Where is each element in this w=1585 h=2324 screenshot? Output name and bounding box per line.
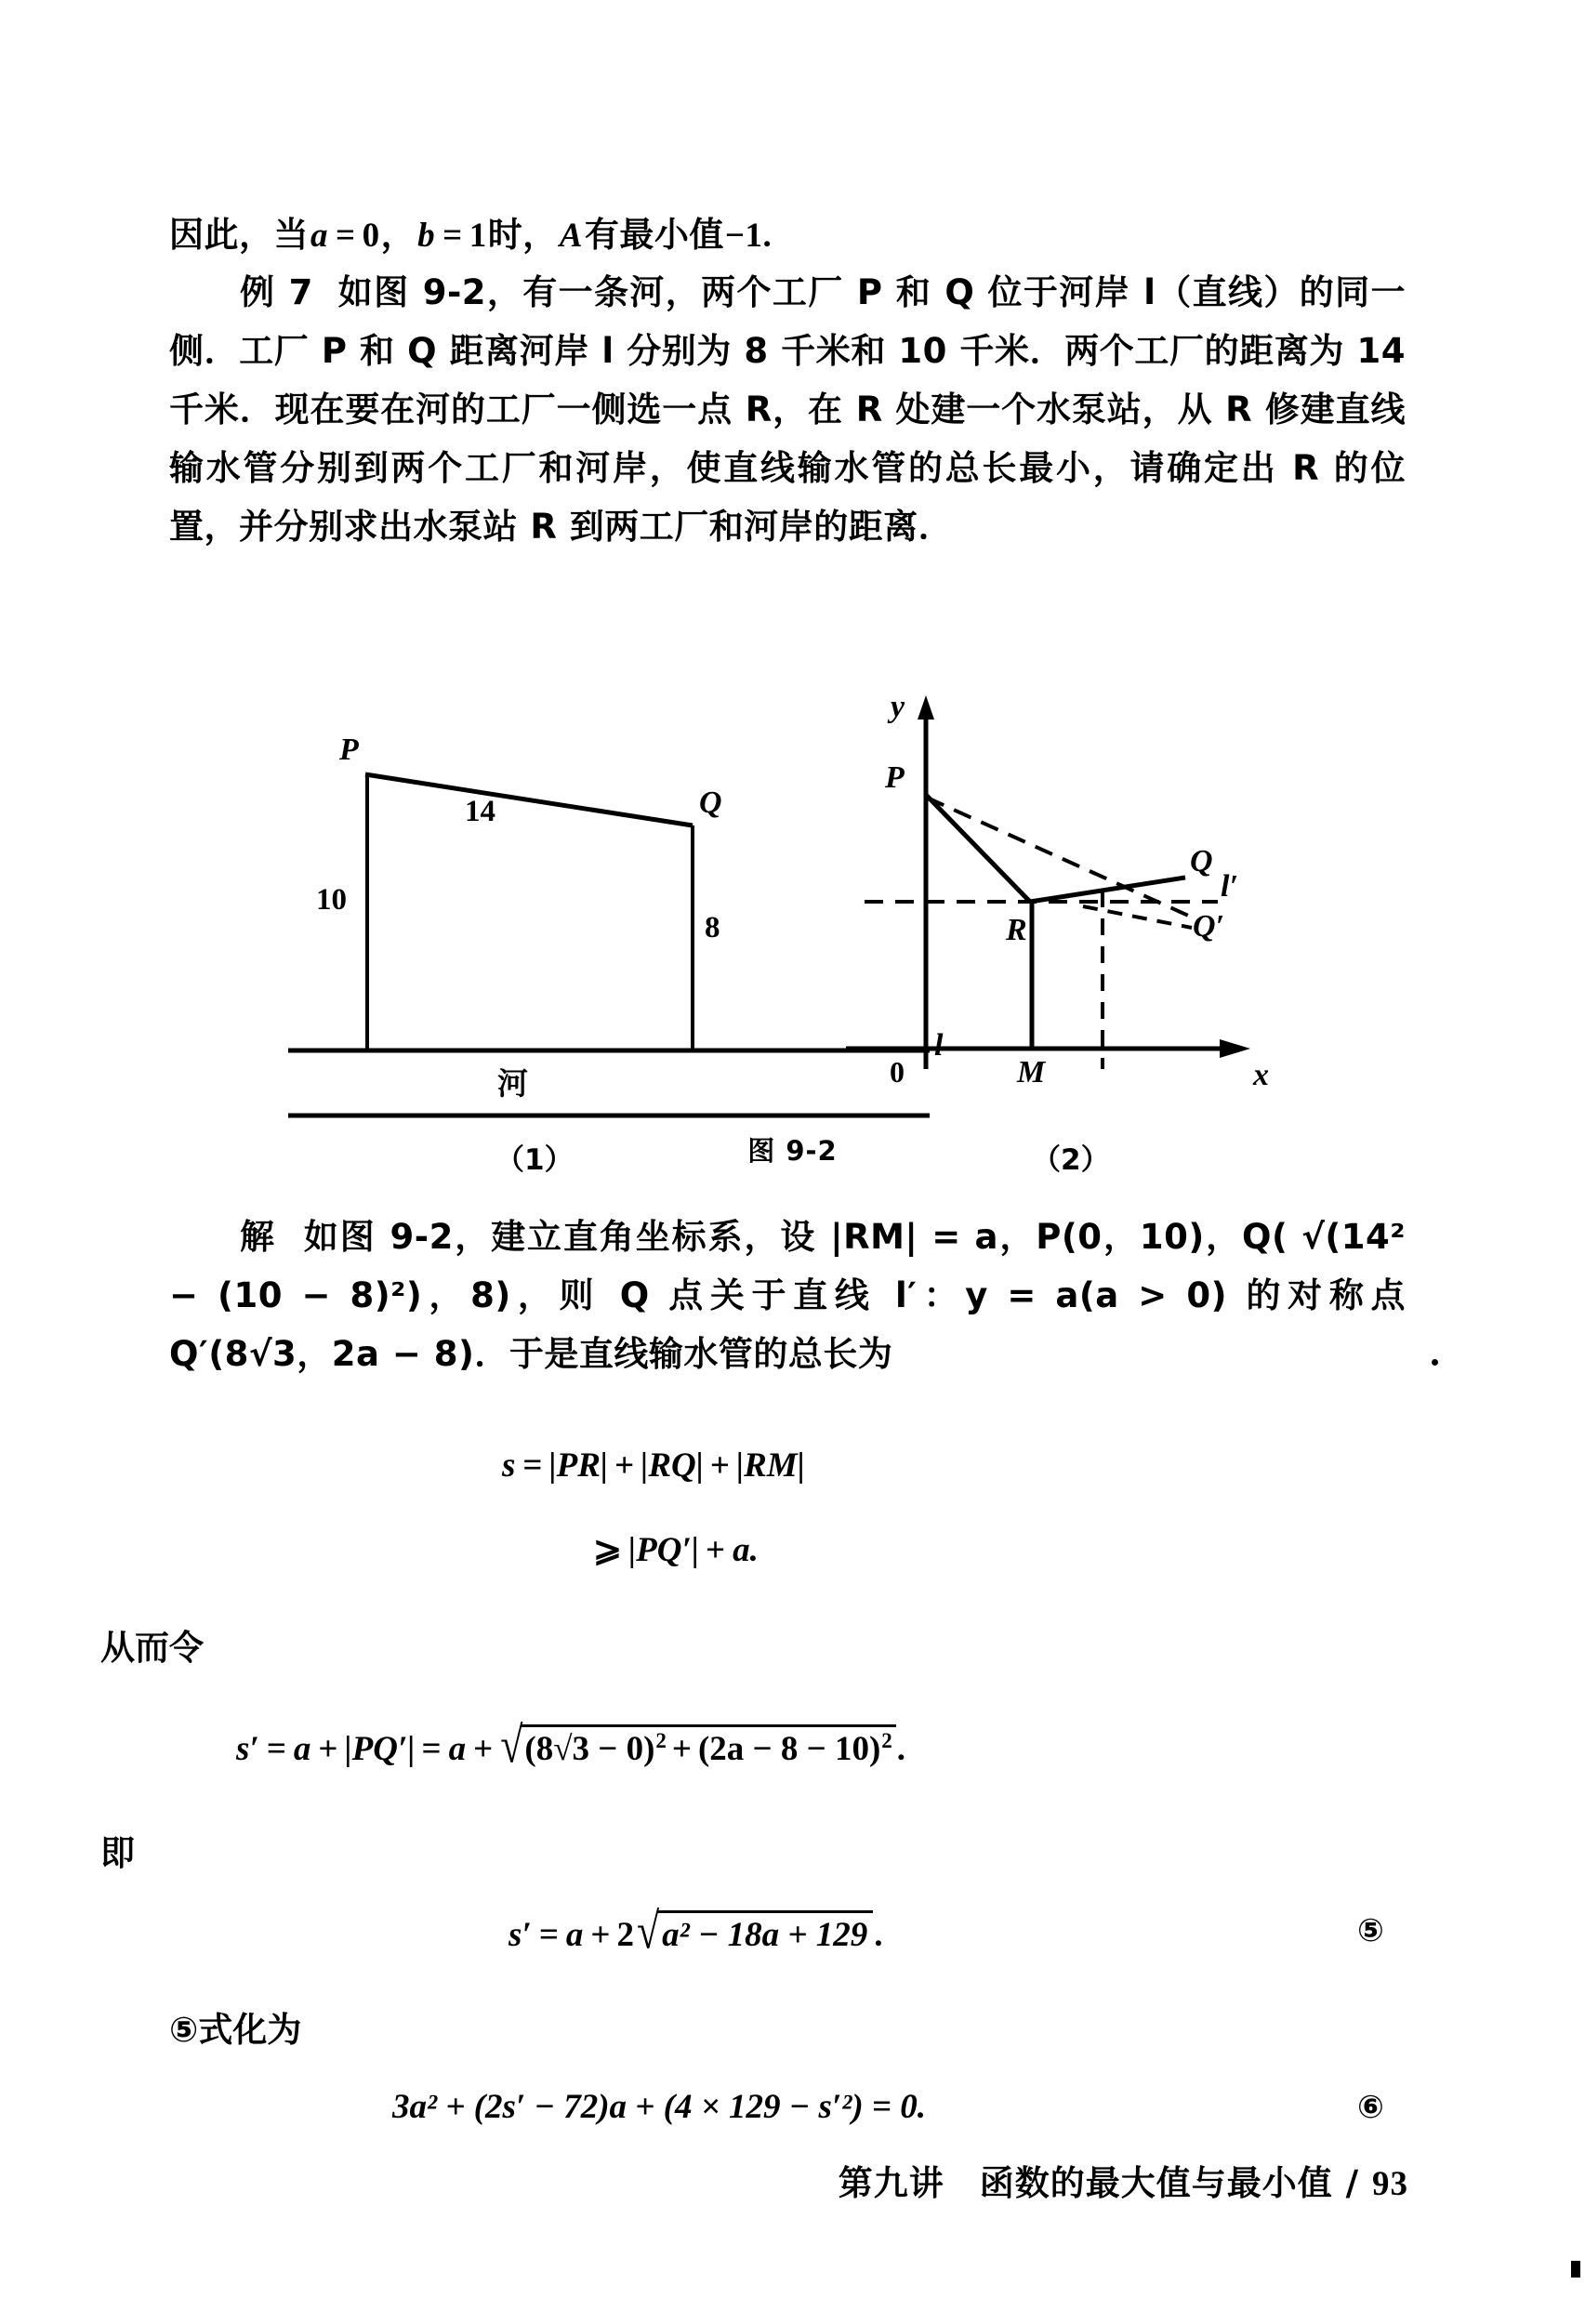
page-number: 93	[1372, 2165, 1408, 2203]
conclusion-minus-one: −1.	[724, 217, 773, 255]
figure2-origin-label: 0	[890, 1055, 905, 1089]
conclusion-var-A: A	[559, 217, 583, 255]
footer-chapter-title: 第九讲 函数的最大值与最小值	[838, 2163, 1333, 2203]
eqsp-power-2: 2	[881, 1729, 892, 1752]
eq-s-plus-2: +	[709, 1446, 730, 1485]
figure2-label-P: P	[885, 760, 905, 795]
figure1-label-Q: Q	[699, 786, 722, 820]
eq5-plus: +	[590, 1916, 611, 1954]
eq5-radicand	[657, 1910, 873, 1955]
eq5-a: a	[565, 1916, 584, 1954]
figure1-label-P: P	[339, 733, 359, 767]
figure2-axis-label-y: y	[891, 690, 905, 724]
lead-transform: ⑤式化为	[169, 2010, 302, 2050]
eqsp-plus-1: +	[318, 1730, 338, 1769]
eq5-equals: =	[538, 1916, 559, 1954]
eqsp-a-1: a	[293, 1730, 311, 1769]
eqsp-period: .	[896, 1730, 906, 1769]
figure2-label-R: R	[1006, 913, 1027, 947]
figure-caption: 图 9-2	[747, 1135, 838, 1167]
example-body: 如图 9-2，有一条河，两个工厂 P 和 Q 位于河岸 l（直线）的同一侧．工厂 P 和 Q 距离河岸 l 分别为 8 千米和 10 千米．两个工厂的距离为 14 千米．现在要在河的工厂一侧选一点 R，在 R 处建一个水泵站，从 R 修建直线输水管分别到两个工厂和河岸，使直线输水管的总长最小，请确定出 R 的位置，并分别求出水泵站 R 到两工厂和河岸的距离．	[169, 272, 1406, 547]
radical-sign-icon: √	[637, 1902, 660, 1960]
figure1-label-river: 河	[497, 1065, 528, 1102]
solution-paragraph	[169, 1208, 1406, 1384]
figure2-label-l-prime: l′	[1221, 869, 1239, 904]
figure1-label-14: 14	[465, 795, 495, 828]
eq-s2-plus: +	[706, 1531, 726, 1569]
conclusion-line	[169, 206, 1415, 265]
conclusion-var-a: a	[310, 217, 328, 255]
conclusion-text-1: 因此，当	[169, 215, 309, 255]
eq5-coefficient: 2	[616, 1916, 634, 1954]
figure1-label-l: l	[934, 1028, 944, 1063]
radical-sign-icon: √	[500, 1716, 523, 1775]
eq-s-plus-1: +	[614, 1446, 635, 1485]
eqsp-equals-2: =	[421, 1730, 442, 1769]
eq5-period: .	[874, 1916, 883, 1954]
eqsp-radicand-part-1: (8√3 − 0)	[524, 1730, 655, 1769]
equation-6	[390, 2087, 928, 2127]
figure-9-2-svg	[0, 679, 1585, 1143]
figure2-label-M: M	[1017, 1055, 1046, 1089]
eq-s-equals: =	[522, 1446, 543, 1485]
conclusion-var-b: b	[417, 217, 436, 255]
scan-artifact-edge	[1571, 2261, 1580, 2278]
eq-s-term-PR: |PR|	[548, 1446, 609, 1485]
example-paragraph	[169, 264, 1406, 557]
scan-artifact-dot	[1432, 1359, 1438, 1366]
figure1-label-8: 8	[705, 911, 720, 944]
eqsp-radicand	[521, 1724, 895, 1769]
eqsp-power-1: 2	[655, 1729, 667, 1752]
eqsp-term-PQprime: |PQ′|	[344, 1730, 416, 1769]
eq-s2-relation: ⩾	[593, 1531, 623, 1569]
eq-s-term-RM: |RM|	[735, 1446, 805, 1485]
lead-congerling: 从而令	[100, 1628, 204, 1668]
eq6-expression: 3a² + (2s′ − 72)a + (4 × 129 − s′²) = 0.	[392, 2088, 927, 2126]
eq5-radical	[635, 1902, 873, 1960]
eq5-radicand-text: a² − 18a + 129	[662, 1916, 868, 1954]
figure-panel-1	[288, 774, 930, 1116]
conclusion-text-3: 有最小值	[584, 215, 724, 255]
eq5-lhs: s′	[509, 1916, 532, 1954]
solution-body: 如图 9-2，建立直角坐标系，设 |RM| = a，P(0，10)，Q( √(14² − (10 − 8)²)，8)，则 Q 点关于直线 l′：y = a(a > 0) 的对称点 Q′(8√3，2a − 8)．于是直线输水管的总长为	[169, 1217, 1406, 1374]
equation-s-line1	[500, 1446, 806, 1486]
eqsp-lhs: s′	[236, 1730, 259, 1769]
conclusion-equals-2: =	[442, 217, 463, 255]
equation-number-6: ⑥	[1357, 2089, 1384, 2126]
figure-panel-2	[846, 695, 1250, 1143]
eqsp-plus-2: +	[473, 1730, 494, 1769]
eqsp-equals-1: =	[266, 1730, 286, 1769]
page-footer	[0, 2155, 1585, 2205]
figure2-subcaption: （2）	[1032, 1143, 1110, 1177]
equation-s-line2	[593, 1529, 760, 1570]
eqsp-a-2: a	[448, 1730, 467, 1769]
eq-s2-term-PQprime: |PQ′|	[628, 1531, 700, 1569]
conclusion-value-a: 0	[362, 217, 380, 255]
conclusion-equals-1: =	[336, 217, 356, 255]
eq-s2-term-a: a.	[733, 1531, 759, 1569]
figure1-subcaption: （1）	[495, 1143, 574, 1177]
eq-s-term-RQ: |RQ|	[641, 1446, 704, 1485]
solution-label: 解	[240, 1217, 276, 1257]
eqsp-plus-3: +	[671, 1730, 692, 1769]
eqsp-radicand-part-2: (2a − 8 − 10)	[697, 1730, 881, 1769]
lead-ji: 即	[100, 1833, 135, 1873]
figure2-label-Q: Q	[1190, 844, 1213, 878]
example-label: 例 7	[240, 272, 313, 312]
eqsp-radical	[498, 1716, 896, 1775]
eq-s-lhs: s	[502, 1446, 516, 1485]
figure2-label-Q-prime: Q′	[1193, 909, 1225, 944]
conclusion-value-b: 1	[469, 217, 487, 255]
equation-s-prime-expanded	[234, 1716, 906, 1775]
figure1-label-10: 10	[316, 883, 347, 917]
conclusion-comma: ，	[380, 215, 416, 255]
equation-5	[507, 1902, 884, 1960]
footer-separator: /	[1345, 2163, 1360, 2203]
figure2-axis-label-x: x	[1253, 1058, 1269, 1092]
conclusion-text-2: 时，	[487, 215, 558, 255]
equation-number-5: ⑤	[1357, 1912, 1384, 1949]
